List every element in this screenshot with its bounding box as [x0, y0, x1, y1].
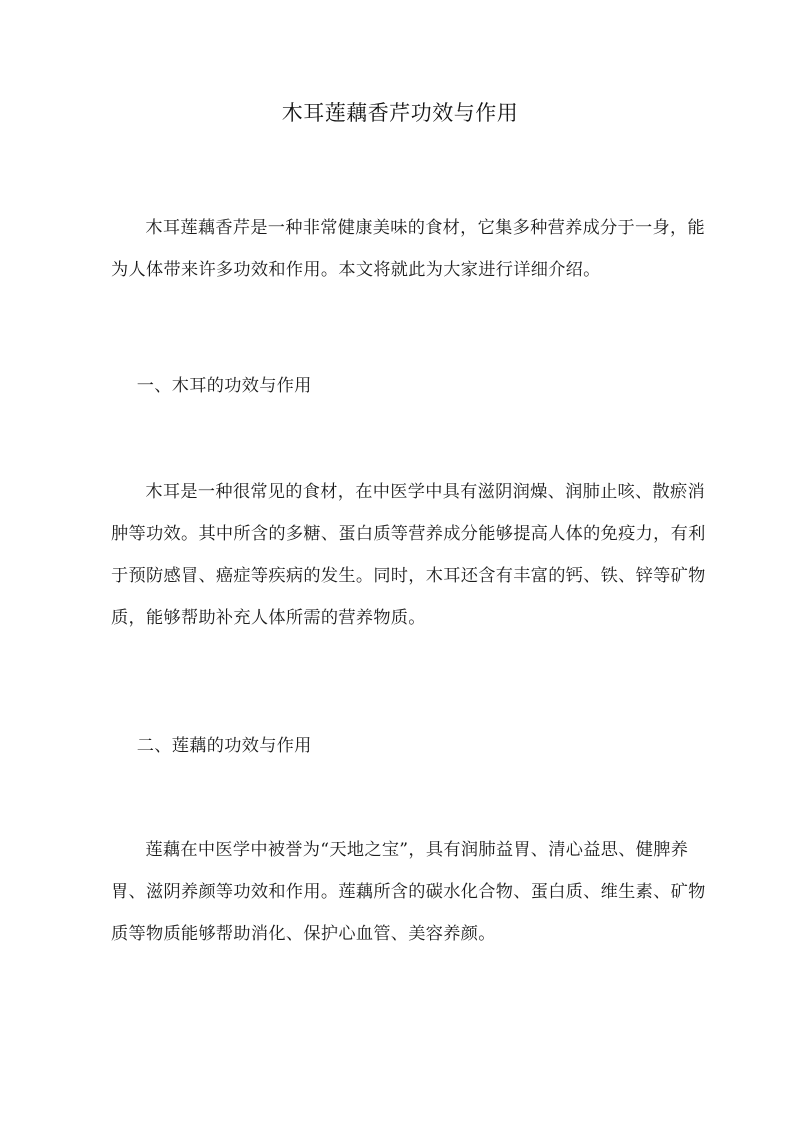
section-heading-wood-ear: 一、木耳的功效与作用 [136, 376, 312, 396]
section-heading-lotus-root: 二、莲藕的功效与作用 [136, 736, 312, 756]
intro-paragraph: 木耳莲藕香芹是一种非常健康美味的食材，它集多种营养成分于一身，能为人体带来许多功效和作用。本文将就此为大家进行详细介绍。 [111, 218, 705, 280]
section-body-lotus-root: 莲藕在中医学中被誉为“天地之宝”，具有润肺益胃、清心益思、健脾养胃、滋阴养颜等功效和作用。莲藕所含的碳水化合物、蛋白质、维生素、矿物质等物质能够帮助消化、保护心血管、美容养颜。 [111, 840, 706, 944]
document-title: 木耳莲藕香芹功效与作用 [281, 101, 519, 125]
section-body-wood-ear: 木耳是一种很常见的食材，在中医学中具有滋阴润燥、润肺止咳、散瘀消肿等功效。其中所含的多糖、蛋白质等营养成分能够提高人体的免疫力，有利于预防感冒、癌症等疾病的发生。同时，木耳还含有丰富的钙、铁、锌等矿物质，能够帮助补充人体所需的营养物质。 [111, 482, 706, 628]
